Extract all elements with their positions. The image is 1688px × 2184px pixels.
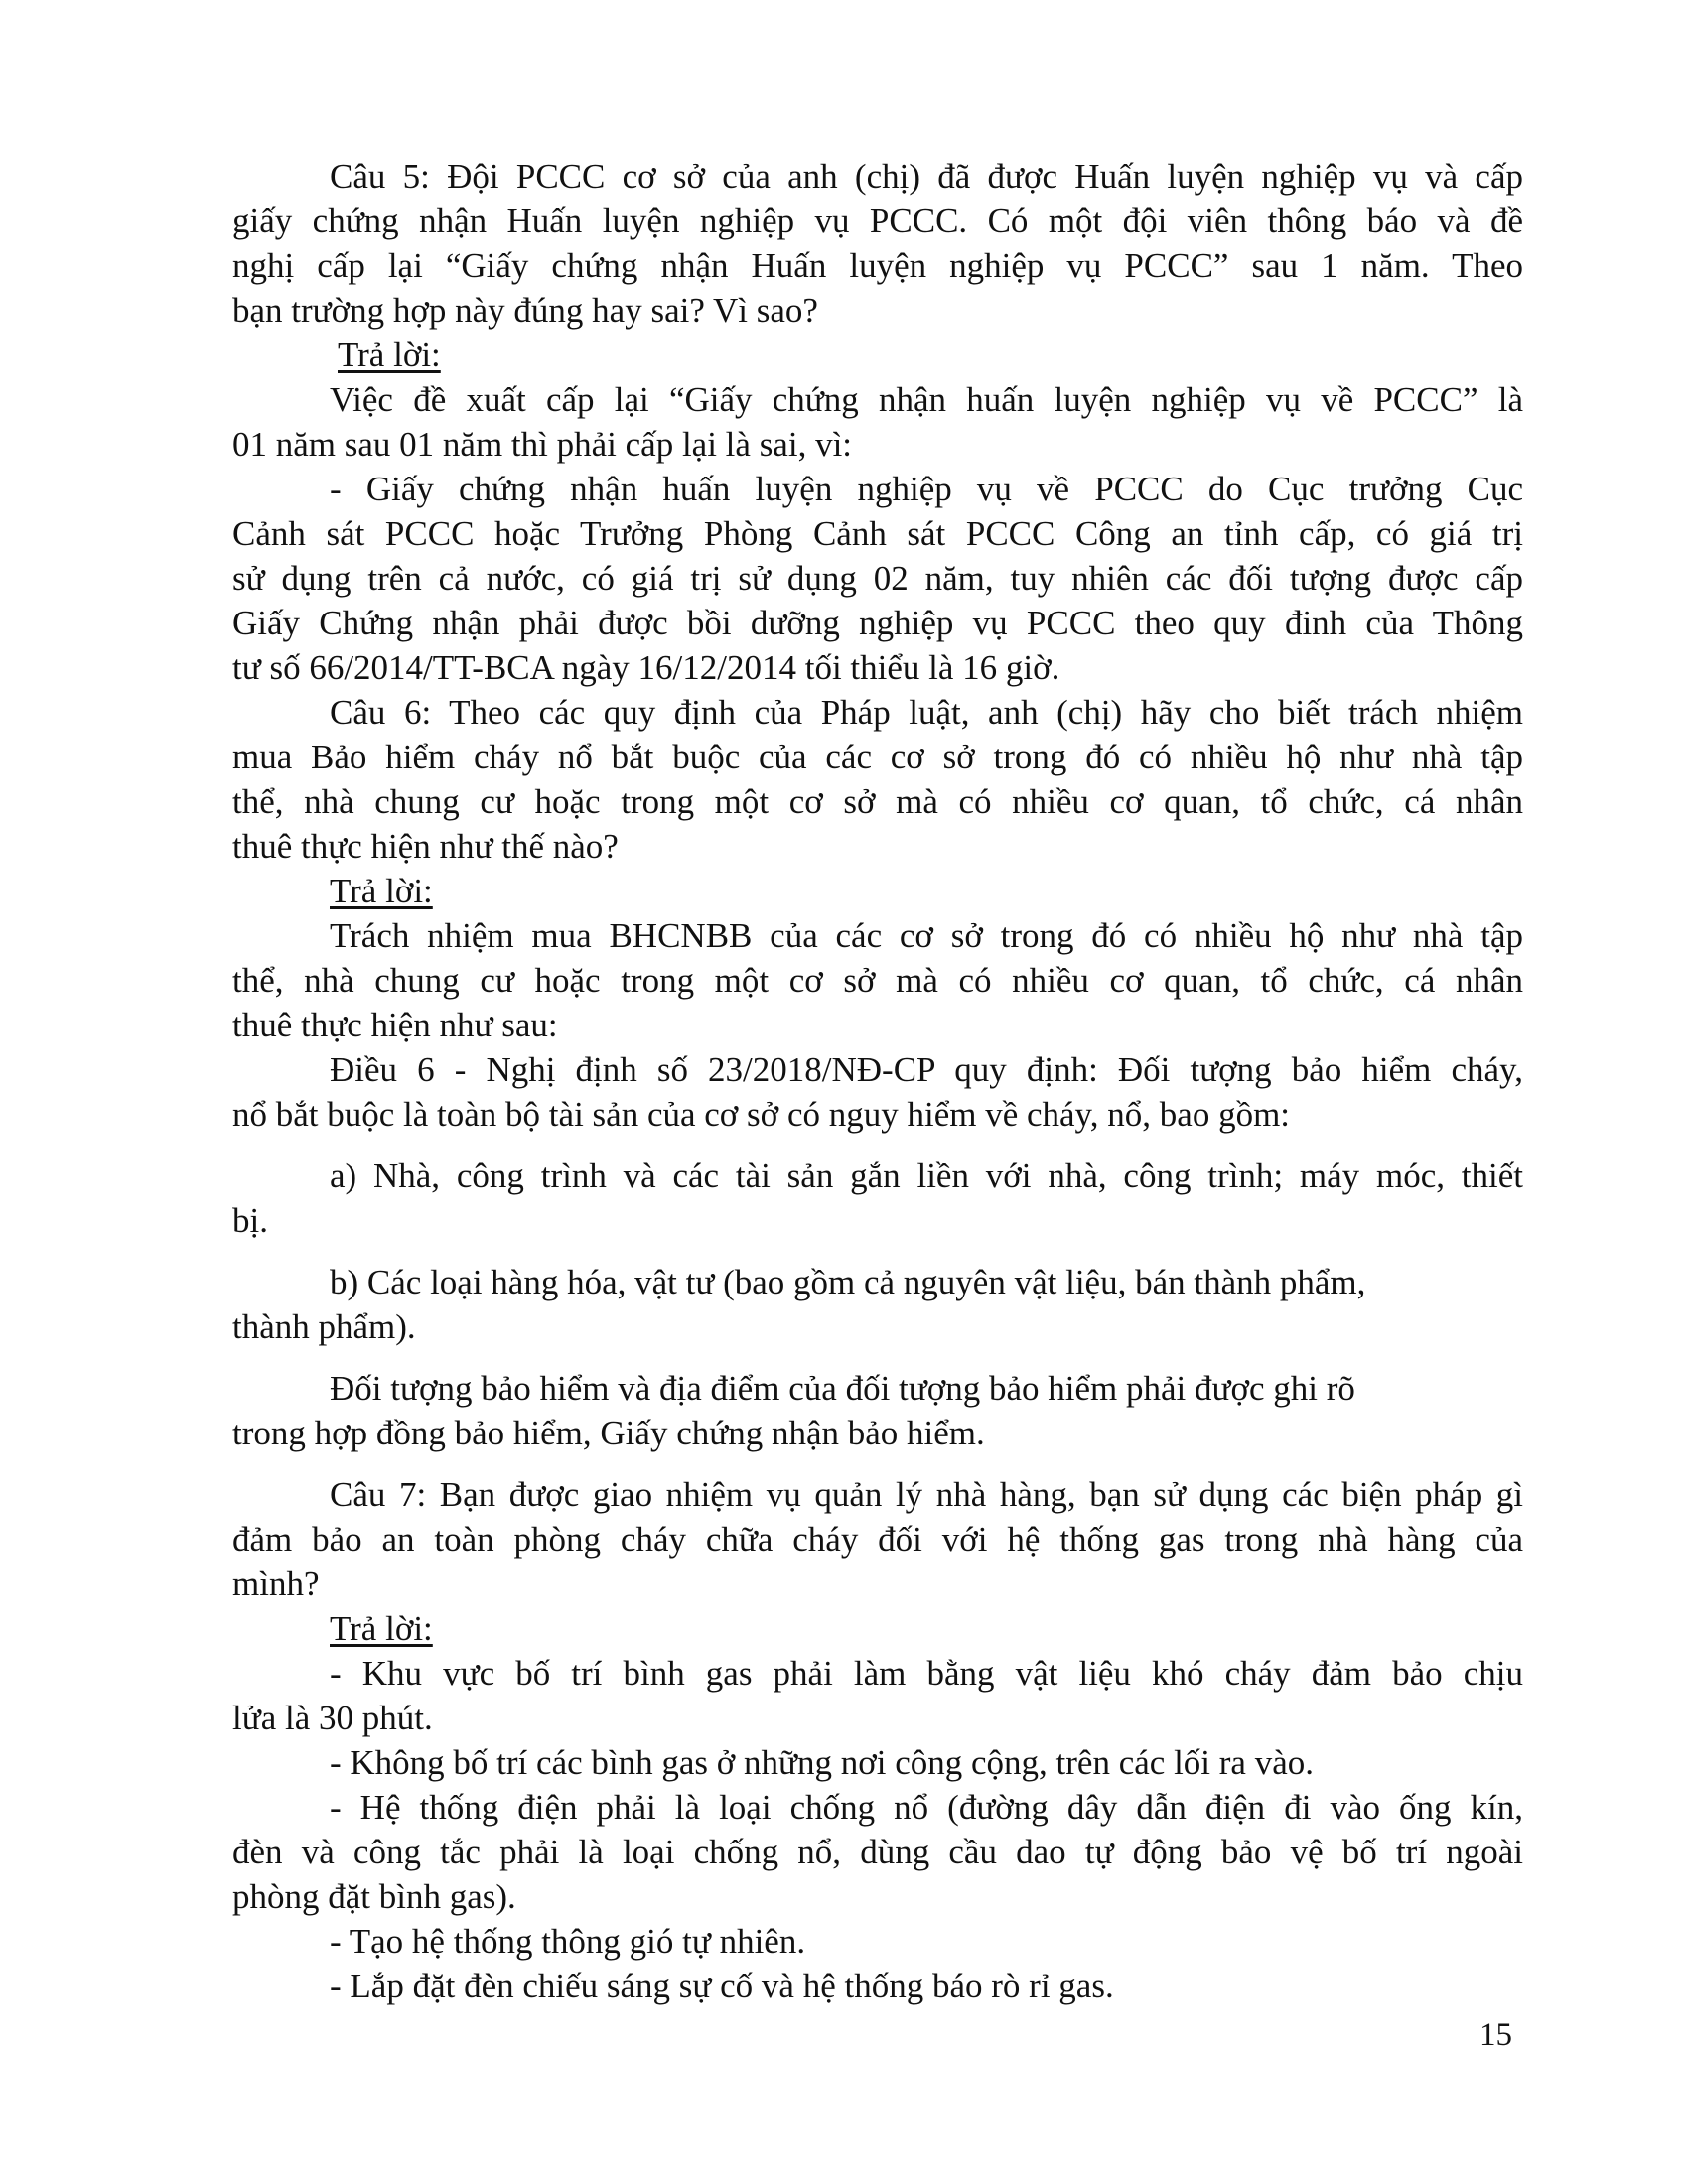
q7-answer-label: [330, 1607, 1523, 1651]
q6-answer-line-3: thuê thực hiện như sau:: [232, 1006, 558, 1044]
q5-answer-line-3: - Giấy chứng nhận huấn luyện nghiệp vụ về PCCC do Cục trưởng Cục: [330, 470, 1523, 508]
q6-answer-line-6: a) Nhà, công trình và các tài sản gắn liền với nhà, công trình; máy móc, thiết: [330, 1157, 1523, 1195]
q6-line-2: mua Bảo hiểm cháy nổ bắt buộc của các cơ sở trong đó có nhiều hộ như nhà tập: [232, 738, 1523, 776]
q5-answer-line-1: Việc đề xuất cấp lại “Giấy chứng nhận huấn luyện nghiệp vụ về PCCC” là: [330, 380, 1523, 419]
q5-answer-line-2: 01 năm sau 01 năm thì phải cấp lại là sai, vì:: [232, 425, 853, 464]
q5-line-1: Câu 5: Đội PCCC cơ sở của anh (chị) đã được Huấn luyện nghiệp vụ và cấp: [330, 157, 1523, 196]
q7-line-3: mình?: [232, 1565, 320, 1603]
q6-answer-label-text: Trả lời:: [330, 872, 433, 910]
q7-answer-line-4: - Hệ thống điện phải là loại chống nổ (đường dây dẫn điện đi vào ống kín,: [330, 1788, 1523, 1827]
q6-answer-line-11: trong hợp đồng bảo hiểm, Giấy chứng nhận bảo hiểm.: [232, 1414, 985, 1452]
q6-line-4: thuê thực hiện như thế nào?: [232, 827, 619, 866]
q5-line-3: nghị cấp lại “Giấy chứng nhận Huấn luyện nghiệp vụ PCCC” sau 1 năm. Theo: [232, 246, 1523, 285]
q6-line-1: Câu 6: Theo các quy định của Pháp luật, anh (chị) hãy cho biết trách nhiệm: [330, 693, 1523, 732]
q6-answer-line-8: b) Các loại hàng hóa, vật tư (bao gồm cả nguyên vật liệu, bán thành phẩm,: [330, 1263, 1366, 1301]
q7-answer-line-2: lửa là 30 phút.: [232, 1699, 433, 1737]
q5-answer-line-7: tư số 66/2014/TT-BCA ngày 16/12/2014 tối thiểu là 16 giờ.: [232, 648, 1060, 687]
q6-answer-line-5: nổ bắt buộc là toàn bộ tài sản của cơ sở có nguy hiểm về cháy, nổ, bao gồm:: [232, 1095, 1291, 1134]
q7-answer-line-1: - Khu vực bố trí bình gas phải làm bằng vật liệu khó cháy đảm bảo chịu: [330, 1654, 1523, 1693]
q7-answer-line-8: - Lắp đặt đèn chiếu sáng sự cố và hệ thống báo rò rỉ gas.: [330, 1967, 1114, 2005]
q6-answer-line-4: Điều 6 - Nghị định số 23/2018/NĐ-CP quy định: Đối tượng bảo hiểm cháy,: [330, 1050, 1523, 1089]
q7-answer-line-3: - Không bố trí các bình gas ở những nơi công cộng, trên các lối ra vào.: [330, 1743, 1314, 1782]
q6-line-3: thể, nhà chung cư hoặc trong một cơ sở mà có nhiều cơ quan, tổ chức, cá nhân: [232, 782, 1523, 821]
q5-answer-label: [338, 334, 1523, 377]
q6-answer-label: [330, 870, 1523, 913]
q7-line-1: Câu 7: Bạn được giao nhiệm vụ quản lý nhà hàng, bạn sử dụng các biện pháp gì: [330, 1475, 1523, 1514]
q5-answer-line-4: Cảnh sát PCCC hoặc Trưởng Phòng Cảnh sát PCCC Công an tỉnh cấp, có giá trị: [232, 514, 1523, 553]
q5-line-2: giấy chứng nhận Huấn luyện nghiệp vụ PCCC. Có một đội viên thông báo và đề: [232, 202, 1523, 240]
q6-answer-line-9: thành phẩm).: [232, 1307, 416, 1346]
q6-answer-line-7: bị.: [232, 1201, 268, 1240]
q6-answer-line-10: Đối tượng bảo hiểm và địa điểm của đối tượng bảo hiểm phải được ghi rõ: [330, 1369, 1355, 1408]
q7-answer-line-6: phòng đặt bình gas).: [232, 1877, 516, 1916]
q5-answer-line-5: sử dụng trên cả nước, có giá trị sử dụng 02 năm, tuy nhiên các đối tượng được cấp: [232, 559, 1523, 598]
q7-line-2: đảm bảo an toàn phòng cháy chữa cháy đối với hệ thống gas trong nhà hàng của: [232, 1520, 1523, 1559]
q5-answer-line-6: Giấy Chứng nhận phải được bồi dưỡng nghiệp vụ PCCC theo quy đinh của Thông: [232, 604, 1523, 642]
q6-answer-line-1: Trách nhiệm mua BHCNBB của các cơ sở trong đó có nhiều hộ như nhà tập: [330, 916, 1523, 955]
q7-answer-line-5: đèn và công tắc phải là loại chống nổ, dùng cầu dao tự động bảo vệ bố trí ngoài: [232, 1833, 1523, 1871]
q6-answer-line-2: thể, nhà chung cư hoặc trong một cơ sở mà có nhiều cơ quan, tổ chức, cá nhân: [232, 961, 1523, 1000]
q7-answer-label-text: Trả lời:: [330, 1609, 433, 1648]
page-number: 15: [1479, 2017, 1512, 2053]
q5-answer-label-text: Trả lời:: [338, 336, 441, 374]
q7-answer-line-7: - Tạo hệ thống thông gió tự nhiên.: [330, 1922, 806, 1961]
q5-line-4: bạn trường hợp này đúng hay sai? Vì sao?: [232, 291, 818, 330]
